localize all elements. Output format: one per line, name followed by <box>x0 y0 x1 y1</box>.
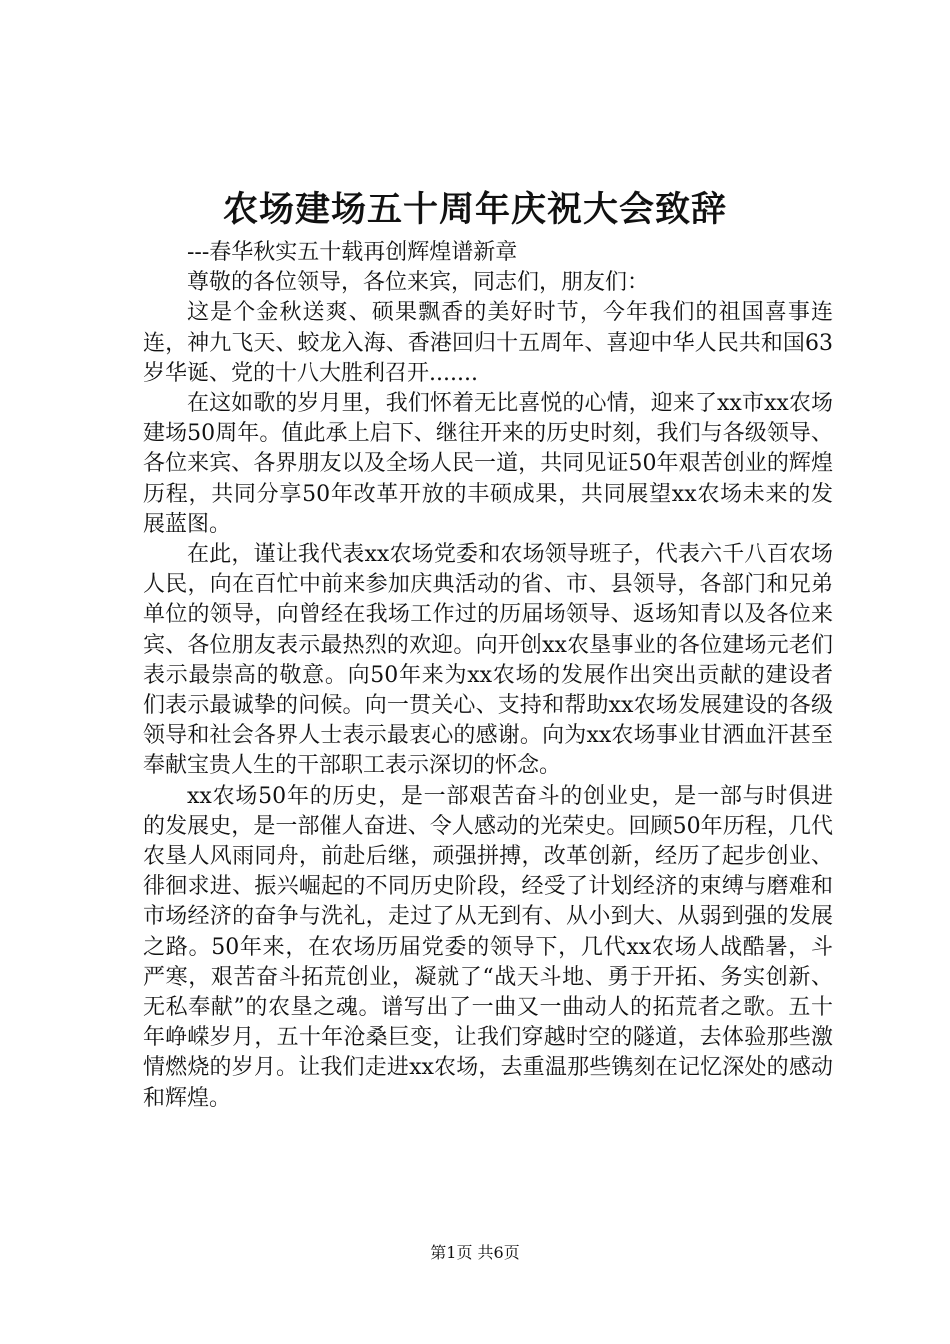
document-body <box>143 238 833 1114</box>
document-subtitle: ---春华秋实五十载再创辉煌谱新章 <box>187 240 518 265</box>
page-number: 第1页 共6页 <box>430 1243 520 1262</box>
document-title: 农场建场五十周年庆祝大会致辞 <box>222 189 727 230</box>
salutation: 尊敬的各位领导，各位来宾，同志们，朋友们： <box>187 270 650 296</box>
paragraph: 这是个金秋送爽、硕果飘香的美好时节，今年我们的祖国喜事连连，神九飞天、蛟龙入海、香港回归十五周年、喜迎中华人民共和国63岁华诞、党的十八大胜利召开....... <box>143 300 833 386</box>
paragraph: 在这如歌的岁月里，我们怀着无比喜悦的心情，迎来了xx市xx农场建场50周年。值此承上启下、继往开来的历史时刻，我们与各级领导、各位来宾、各界朋友以及全场人民一道，共同见证50年艰苦创业的辉煌历程，共同分享50年改革开放的丰硕成果，共同展望xx农场未来的发展蓝图。 <box>143 391 833 537</box>
paragraph: 在此，谨让我代表xx农场党委和农场领导班子，代表六千八百农场人民，向在百忙中前来参加庆典活动的省、市、县领导，各部门和兄弟单位的领导，向曾经在我场工作过的历届场领导、返场知青以及各位来宾、各位朋友表示最热烈的欢迎。向开创xx农垦事业的各位建场元老们表示最崇高的敬意。向50年来为xx农场的发展作出突出贡献的建设者们表示最诚挚的问候。向一贯关心、支持和帮助xx农场发展建设的各级领导和社会各界人士表示最衷心的感谢。向为xx农场事业甘洒血汗甚至奉献宝贵人生的干部职工表示深切的怀念。 <box>143 542 833 779</box>
paragraph: xx农场50年的历史，是一部艰苦奋斗的创业史，是一部与时俱进的发展史，是一部催人奋进、令人感动的光荣史。回顾50年历程，几代农垦人风雨同舟，前赴后继，顽强拼搏，改革创新，经历了起步创业、徘徊求进、振兴崛起的不同历史阶段，经受了计划经济的束缚与磨难和市场经济的奋争与洗礼，走过了从无到有、从小到大、从弱到强的发展之路。50年来，在农场历届党委的领导下，几代xx农场人战酷暑，斗严寒，艰苦奋斗拓荒创业，凝就了“战天斗地、勇于开拓、务实创新、无私奉献”的农垦之魂。谱写出了一曲又一曲动人的拓荒者之歌。五十年峥嵘岁月，五十年沧桑巨变，让我们穿越时空的隧道，去体验那些激情燃烧的岁月。让我们走进xx农场，去重温那些镌刻在记忆深处的感动和辉煌。 <box>143 783 833 1111</box>
